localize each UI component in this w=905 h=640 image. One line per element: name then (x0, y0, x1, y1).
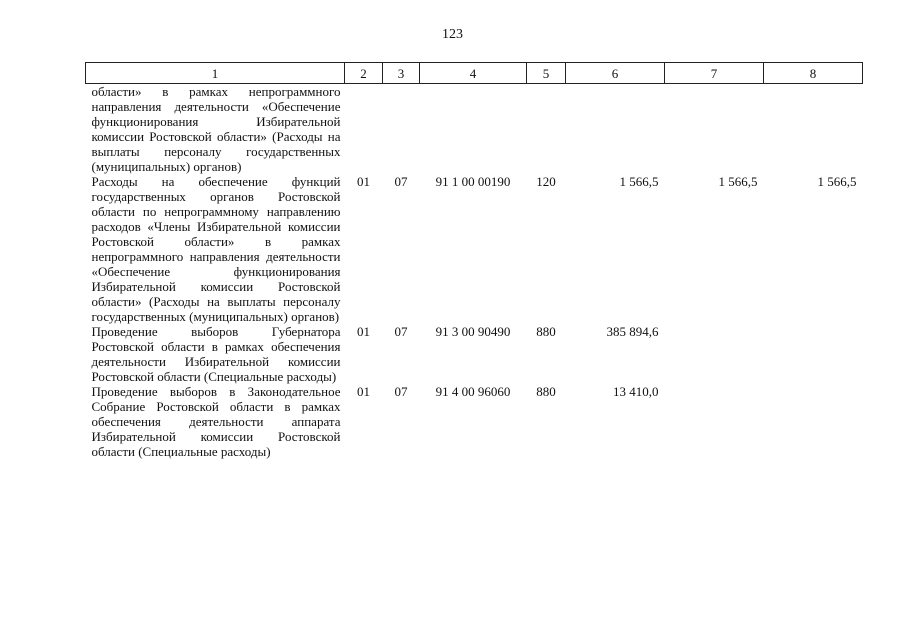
row-description: Расходы на обеспечение функций государственных органов Ростовской области по непрограммному направлению расходов «Члены Избирательной комиссии Ростовской области» в рамках непрограммного направления деятельности «Обеспечение функционирования Избирательной комиссии Ростовской области» (Расходы на выплаты персоналу государственных (муниципальных) органов) (91, 174, 341, 324)
row-target-code (420, 84, 527, 175)
row-description: области» в рамках непрограммного направления деятельности «Обеспечение функционирования Избирательной комиссии Ростовской области» (Расходы на выплаты персоналу государственных (муниципальных) органов) (91, 84, 341, 174)
table-row (86, 84, 863, 175)
row-section: 01 (357, 324, 370, 339)
page-number: 123 (442, 27, 463, 42)
row-amount-col7 (665, 324, 764, 384)
row-subsection (383, 84, 420, 175)
row-expense-type: 120 (536, 174, 556, 189)
row-amount-col8 (764, 384, 863, 459)
table-header (86, 63, 863, 84)
row-description: Проведение выборов Губернатора Ростовской области в рамках обеспечения деятельности Избирательной комиссии Ростовской области (Специальные расходы) (91, 324, 341, 384)
row-section (345, 84, 383, 175)
row-subsection: 07 (394, 174, 408, 189)
row-amount-col7: 1 566,5 (718, 174, 758, 189)
budget-table (85, 62, 863, 459)
header-col-4: 4 (420, 63, 527, 84)
row-expense-type (527, 84, 566, 175)
row-amount-col8 (764, 324, 863, 384)
row-target-code: 91 3 00 90490 (435, 324, 511, 339)
row-amount-col7 (665, 384, 764, 459)
header-col-6: 6 (566, 63, 665, 84)
header-col-5: 5 (527, 63, 566, 84)
table-row (86, 324, 863, 384)
row-expense-type: 880 (536, 324, 556, 339)
table-body (86, 84, 863, 460)
row-amount-col8 (764, 84, 863, 175)
header-col-8: 8 (764, 63, 863, 84)
header-row (86, 63, 863, 84)
row-amount-col6: 13 410,0 (613, 384, 659, 399)
row-subsection: 07 (394, 384, 408, 399)
row-amount-col7 (665, 84, 764, 175)
header-col-3: 3 (383, 63, 420, 84)
row-amount-col8: 1 566,5 (817, 174, 857, 189)
row-subsection: 07 (394, 324, 408, 339)
row-section: 01 (357, 174, 370, 189)
table-row (86, 174, 863, 324)
table-row (86, 384, 863, 459)
header-col-2: 2 (345, 63, 383, 84)
header-col-7: 7 (665, 63, 764, 84)
header-col-1: 1 (86, 63, 345, 84)
row-target-code: 91 4 00 96060 (435, 384, 511, 399)
row-target-code: 91 1 00 00190 (435, 174, 511, 189)
row-description: Проведение выборов в Законодательное Собрание Ростовской области в рамках обеспечения деятельности аппарата Избирательной комиссии Ростовской области (Специальные расходы) (91, 384, 341, 459)
row-section: 01 (357, 384, 370, 399)
row-amount-col6: 1 566,5 (619, 174, 659, 189)
row-expense-type: 880 (536, 384, 556, 399)
row-amount-col6 (566, 84, 665, 175)
row-amount-col6: 385 894,6 (606, 324, 659, 339)
